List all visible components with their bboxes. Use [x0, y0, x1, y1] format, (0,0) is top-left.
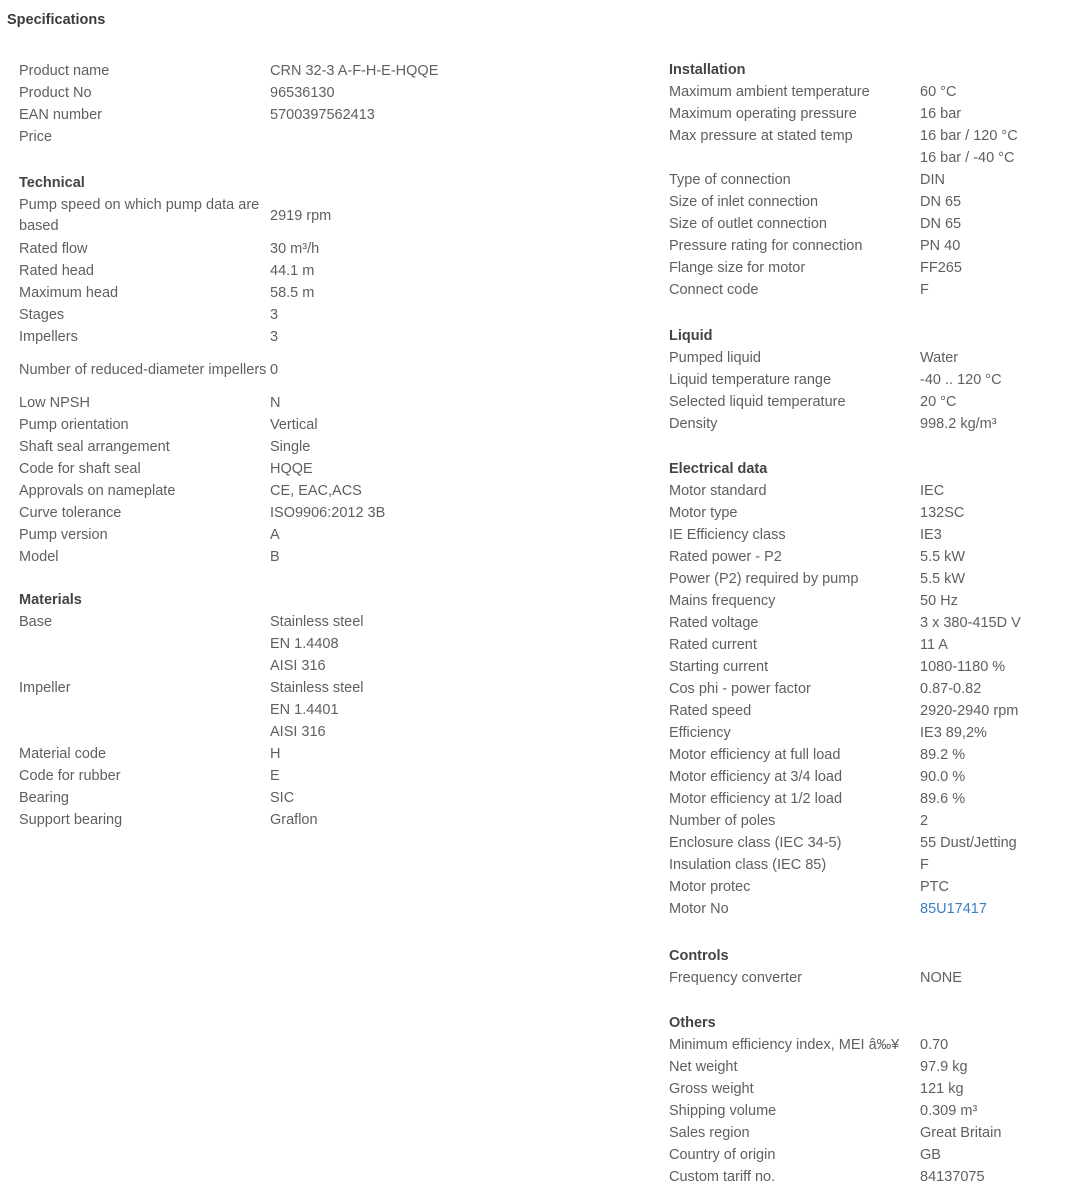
- spec-values: [270, 238, 319, 260]
- spec-label: Frequency converter: [669, 970, 802, 986]
- spec-values: [920, 213, 961, 235]
- spec-values: [920, 169, 945, 191]
- spec-label: Cos phi - power factor: [669, 681, 811, 697]
- spec-values: [270, 304, 278, 326]
- spec-row-maximum-head: [19, 282, 439, 304]
- spec-row-ean-number: [19, 104, 439, 126]
- spec-value: Graflon: [270, 812, 318, 828]
- spec-values: [270, 359, 278, 381]
- spec-row-power-p2-required-by-pump: [669, 568, 1069, 590]
- spec-label: Max pressure at stated temp: [669, 128, 853, 144]
- spec-values: [920, 1122, 1001, 1144]
- spec-label: Minimum efficiency index, MEI â‰¥: [669, 1037, 900, 1053]
- spec-label: Insulation class (IEC 85): [669, 857, 827, 873]
- section-heading: Controls: [669, 948, 729, 964]
- spec-label: Product No: [19, 85, 92, 101]
- spec-values: [920, 546, 965, 568]
- spec-row-rated-head: [19, 260, 439, 282]
- section-heading: Installation: [669, 62, 746, 78]
- spec-value: EN 1.4401: [270, 702, 339, 718]
- spec-row-pump-version: [19, 524, 439, 546]
- spec-row-curve-tolerance: [19, 502, 439, 524]
- spec-values: [920, 854, 929, 876]
- spec-label: Motor standard: [669, 483, 767, 499]
- spec-row-price: [19, 126, 439, 148]
- spec-label: Maximum head: [19, 285, 119, 301]
- section-heading: Materials: [19, 592, 82, 608]
- spec-values: [920, 788, 965, 810]
- spec-label: Product name: [19, 63, 110, 79]
- spec-row-motor-no: [669, 898, 1069, 920]
- spec-values: [920, 279, 929, 301]
- spec-label: Motor efficiency at 1/2 load: [669, 791, 843, 807]
- spec-label: Net weight: [669, 1059, 738, 1075]
- spec-value: EN 1.4408: [270, 636, 339, 652]
- spec-values: [270, 809, 318, 831]
- section-technical: [19, 172, 439, 568]
- spec-label: Rated current: [669, 637, 757, 653]
- spec-label: Density: [669, 416, 718, 432]
- spec-value: 16 bar: [920, 106, 962, 122]
- spec-row-rated-flow: [19, 238, 439, 260]
- spec-values: [920, 744, 965, 766]
- section-others: [669, 1012, 1069, 1188]
- spec-value: Vertical: [270, 417, 318, 433]
- section-heading: Liquid: [669, 328, 713, 344]
- spec-label: Impeller: [19, 680, 71, 696]
- spec-values: [920, 524, 942, 546]
- spec-label: Shipping volume: [669, 1103, 777, 1119]
- spec-row-impellers: [19, 326, 439, 348]
- spec-row-material-code: [19, 743, 439, 765]
- spec-value: 2919 rpm: [270, 208, 332, 224]
- spec-label: Pump orientation: [19, 417, 129, 433]
- spec-values: [270, 414, 318, 436]
- spec-value-link[interactable]: 85U17417: [920, 901, 987, 917]
- spec-values: [920, 612, 1021, 634]
- spec-label: Rated head: [19, 263, 94, 279]
- spec-label: Maximum ambient temperature: [669, 84, 870, 100]
- spec-label: Gross weight: [669, 1081, 754, 1097]
- spec-row-code-for-shaft-seal: [19, 458, 439, 480]
- spec-values: [270, 546, 280, 568]
- spec-row-max-pressure-at-stated-temp: [669, 125, 1069, 169]
- spec-value: 89.2 %: [920, 747, 966, 763]
- page-title: Specifications: [7, 12, 106, 28]
- spec-row-motor-type: [669, 502, 1069, 524]
- spec-row-minimum-efficiency-index-mei: [669, 1034, 1069, 1056]
- spec-values: [920, 502, 964, 524]
- spec-values: [920, 810, 928, 832]
- section-controls: [669, 945, 1069, 989]
- spec-value: 5700397562413: [270, 107, 375, 123]
- spec-value: CRN 32-3 A-F-H-E-HQQE: [270, 63, 439, 79]
- spec-label: Pump version: [19, 527, 108, 543]
- spec-row-type-of-connection: [669, 169, 1069, 191]
- spec-value: 3: [270, 307, 279, 323]
- spec-value: 11 A: [920, 637, 948, 653]
- spec-values: [920, 1144, 941, 1166]
- spec-value: GB: [920, 1147, 941, 1163]
- spec-value: ISO9906:2012 3B: [270, 505, 386, 521]
- spec-values: [270, 502, 385, 524]
- spec-value: 89.6 %: [920, 791, 966, 807]
- spec-label: Selected liquid temperature: [669, 394, 846, 410]
- spec-values: [270, 480, 362, 502]
- spec-values: [270, 104, 375, 126]
- spec-value: IEC: [920, 483, 945, 499]
- spec-label: Size of outlet connection: [669, 216, 827, 232]
- spec-values: [920, 898, 987, 920]
- spec-value: DN 65: [920, 216, 962, 232]
- section-installation: [669, 59, 1069, 301]
- spec-label: Type of connection: [669, 172, 791, 188]
- spec-value: DIN: [920, 172, 945, 188]
- spec-label: Bearing: [19, 790, 69, 806]
- spec-values: [270, 611, 364, 677]
- spec-value: IE3 89,2%: [920, 725, 987, 741]
- spec-value: 1080-1180 %: [920, 659, 1006, 675]
- spec-label: Motor type: [669, 505, 738, 521]
- spec-row-enclosure-class-iec-34-5: [669, 832, 1069, 854]
- spec-value: 97.9 kg: [920, 1059, 968, 1075]
- spec-row-number-of-reduced-diameter-impellers: [19, 348, 439, 392]
- spec-label: Motor protec: [669, 879, 751, 895]
- spec-value: 0.87-0.82: [920, 681, 982, 697]
- spec-values: [270, 326, 278, 348]
- spec-row-maximum-ambient-temperature: [669, 81, 1069, 103]
- spec-row-code-for-rubber: [19, 765, 439, 787]
- spec-label: Rated speed: [669, 703, 752, 719]
- spec-value: 96536130: [270, 85, 335, 101]
- spec-value: 5.5 kW: [920, 571, 966, 587]
- spec-label: Number of poles: [669, 813, 776, 829]
- spec-value: PN 40: [920, 238, 961, 254]
- spec-label: Price: [19, 129, 53, 145]
- spec-values: [270, 60, 438, 82]
- spec-values: [920, 678, 981, 700]
- spec-row-cos-phi-power-factor: [669, 678, 1069, 700]
- spec-row-ie-efficiency-class: [669, 524, 1069, 546]
- spec-value: -40 .. 120 °C: [920, 372, 1002, 388]
- spec-row-approvals-on-nameplate: [19, 480, 439, 502]
- spec-row-sales-region: [669, 1122, 1069, 1144]
- spec-value: 58.5 m: [270, 285, 315, 301]
- spec-values: [270, 260, 314, 282]
- spec-values: [920, 1056, 968, 1078]
- spec-values: [270, 787, 294, 809]
- spec-row-size-of-inlet-connection: [669, 191, 1069, 213]
- spec-values: [920, 125, 1018, 169]
- spec-values: [270, 524, 280, 546]
- spec-row-model: [19, 546, 439, 568]
- spec-values: [920, 191, 961, 213]
- spec-row-efficiency: [669, 722, 1069, 744]
- spec-value: AISI 316: [270, 724, 326, 740]
- spec-label: Number of reduced-diameter impellers: [19, 361, 267, 378]
- spec-values: [920, 1034, 948, 1056]
- spec-label: Custom tariff no.: [669, 1169, 776, 1185]
- spec-row-base: [19, 611, 439, 677]
- spec-value: E: [270, 768, 280, 784]
- spec-label: Code for rubber: [19, 768, 121, 784]
- spec-value: 5.5 kW: [920, 549, 966, 565]
- spec-values: [270, 392, 280, 414]
- spec-label: IE Efficiency class: [669, 527, 786, 543]
- spec-values: [920, 832, 1017, 854]
- spec-label: Pumped liquid: [669, 350, 761, 366]
- spec-label: Stages: [19, 307, 65, 323]
- spec-value: F: [920, 857, 929, 873]
- spec-value: N: [270, 395, 281, 411]
- spec-value: Great Britain: [920, 1125, 1002, 1141]
- spec-values: [920, 766, 965, 788]
- spec-row-connect-code: [669, 279, 1069, 301]
- spec-value: 60 °C: [920, 84, 957, 100]
- spec-values: [270, 436, 310, 458]
- section-general: [19, 60, 439, 148]
- spec-value: 2920-2940 rpm: [920, 703, 1019, 719]
- spec-row-selected-liquid-temperature: [669, 391, 1069, 413]
- spec-row-motor-standard: [669, 480, 1069, 502]
- spec-label: Code for shaft seal: [19, 461, 141, 477]
- spec-values: [920, 81, 956, 103]
- spec-label: Enclosure class (IEC 34-5): [669, 835, 842, 851]
- spec-value: NONE: [920, 970, 962, 986]
- spec-row-bearing: [19, 787, 439, 809]
- spec-row-net-weight: [669, 1056, 1069, 1078]
- spec-row-starting-current: [669, 656, 1069, 678]
- spec-label: Efficiency: [669, 725, 731, 741]
- spec-value: DN 65: [920, 194, 962, 210]
- spec-value: B: [270, 549, 280, 565]
- spec-value: HQQE: [270, 461, 313, 477]
- spec-value: 998.2 kg/m³: [920, 416, 997, 432]
- spec-label: EAN number: [19, 107, 103, 123]
- spec-value: 0.70: [920, 1037, 949, 1053]
- spec-value: 44.1 m: [270, 263, 315, 279]
- section-heading: Others: [669, 1015, 716, 1031]
- spec-value: SIC: [270, 790, 295, 806]
- spec-row-custom-tariff-no: [669, 1166, 1069, 1188]
- spec-value: FF265: [920, 260, 962, 276]
- spec-label: Rated flow: [19, 241, 88, 257]
- spec-label: Country of origin: [669, 1147, 776, 1163]
- spec-values: [920, 369, 1002, 391]
- spec-row-motor-efficiency-at-3-4-load: [669, 766, 1069, 788]
- spec-row-pump-speed-on-which-pump-data-are-based: [19, 194, 439, 238]
- spec-label: Base: [19, 614, 53, 630]
- spec-label: Pressure rating for connection: [669, 238, 863, 254]
- section-heading: Electrical data: [669, 461, 768, 477]
- spec-values: [270, 205, 331, 227]
- spec-row-shaft-seal-arrangement: [19, 436, 439, 458]
- section-electrical-data: [669, 458, 1069, 920]
- spec-value: F: [920, 282, 929, 298]
- spec-values: [920, 722, 987, 744]
- spec-values: [920, 568, 965, 590]
- spec-label: Sales region: [669, 1125, 750, 1141]
- spec-value: CE, EAC,ACS: [270, 483, 362, 499]
- spec-row-rated-current: [669, 634, 1069, 656]
- spec-row-pumped-liquid: [669, 347, 1069, 369]
- spec-row-stages: [19, 304, 439, 326]
- spec-value: 0.309 m³: [920, 1103, 978, 1119]
- spec-label: Maximum operating pressure: [669, 106, 857, 122]
- spec-label: Impellers: [19, 329, 78, 345]
- spec-row-liquid-temperature-range: [669, 369, 1069, 391]
- spec-value: 132SC: [920, 505, 965, 521]
- spec-label: Low NPSH: [19, 395, 90, 411]
- spec-values: [920, 634, 948, 656]
- spec-value: 0: [270, 362, 279, 378]
- spec-value: Stainless steel: [270, 614, 364, 630]
- spec-values: [920, 876, 949, 898]
- spec-value: 3 x 380-415D V: [920, 615, 1021, 631]
- spec-values: [920, 1100, 977, 1122]
- spec-value: Water: [920, 350, 959, 366]
- spec-label: Liquid temperature range: [669, 372, 832, 388]
- section-materials: [19, 589, 439, 831]
- spec-values: [920, 1166, 985, 1188]
- spec-value: IE3: [920, 527, 942, 543]
- spec-label: Model: [19, 549, 59, 565]
- spec-row-country-of-origin: [669, 1144, 1069, 1166]
- spec-values: [920, 480, 944, 502]
- spec-label: Size of inlet connection: [669, 194, 819, 210]
- spec-label: Shaft seal arrangement: [19, 439, 170, 455]
- spec-values: [270, 743, 280, 765]
- spec-row-density: [669, 413, 1069, 435]
- spec-row-product-name: [19, 60, 439, 82]
- spec-label: Connect code: [669, 282, 759, 298]
- spec-value: 2: [920, 813, 929, 829]
- spec-label: Mains frequency: [669, 593, 776, 609]
- spec-row-product-no: [19, 82, 439, 104]
- spec-value: 16 bar / 120 °C: [920, 128, 1018, 144]
- spec-value: 121 kg: [920, 1081, 964, 1097]
- spec-value: 20 °C: [920, 394, 957, 410]
- spec-value: AISI 316: [270, 658, 326, 674]
- spec-value: H: [270, 746, 281, 762]
- spec-row-insulation-class-iec-85: [669, 854, 1069, 876]
- spec-label: Power (P2) required by pump: [669, 571, 859, 587]
- spec-value: 16 bar / -40 °C: [920, 150, 1015, 166]
- spec-row-motor-efficiency-at-full-load: [669, 744, 1069, 766]
- spec-row-support-bearing: [19, 809, 439, 831]
- spec-label: Rated voltage: [669, 615, 759, 631]
- spec-label: Flange size for motor: [669, 260, 806, 276]
- spec-values: [920, 590, 958, 612]
- spec-values: [920, 235, 960, 257]
- spec-label: Starting current: [669, 659, 769, 675]
- spec-row-pump-orientation: [19, 414, 439, 436]
- spec-row-maximum-operating-pressure: [669, 103, 1069, 125]
- spec-row-rated-power-p2: [669, 546, 1069, 568]
- spec-label: Motor efficiency at 3/4 load: [669, 769, 843, 785]
- spec-values: [270, 677, 364, 743]
- spec-row-frequency-converter: [669, 967, 1069, 989]
- spec-row-rated-voltage: [669, 612, 1069, 634]
- spec-row-shipping-volume: [669, 1100, 1069, 1122]
- spec-values: [920, 391, 956, 413]
- spec-value: 84137075: [920, 1169, 985, 1185]
- spec-row-size-of-outlet-connection: [669, 213, 1069, 235]
- spec-label: Approvals on nameplate: [19, 483, 176, 499]
- spec-value: 50 Hz: [920, 593, 958, 609]
- spec-values: [270, 458, 313, 480]
- spec-value: Stainless steel: [270, 680, 364, 696]
- spec-value: A: [270, 527, 280, 543]
- spec-label: Curve tolerance: [19, 505, 122, 521]
- spec-row-gross-weight: [669, 1078, 1069, 1100]
- spec-values: [920, 257, 962, 279]
- spec-label: Support bearing: [19, 812, 123, 828]
- spec-values: [920, 700, 1018, 722]
- spec-row-flange-size-for-motor: [669, 257, 1069, 279]
- spec-value: 3: [270, 329, 279, 345]
- spec-label: Motor No: [669, 901, 729, 917]
- spec-row-low-npsh: [19, 392, 439, 414]
- spec-values: [920, 967, 962, 989]
- spec-values: [920, 656, 1005, 678]
- section-liquid: [669, 325, 1069, 435]
- spec-label: Pump speed on which pump data are based: [19, 197, 260, 234]
- spec-values: [920, 103, 961, 125]
- spec-row-pressure-rating-for-connection: [669, 235, 1069, 257]
- spec-value: 90.0 %: [920, 769, 966, 785]
- spec-label: Material code: [19, 746, 107, 762]
- spec-label: Rated power - P2: [669, 549, 782, 565]
- section-heading: Technical: [19, 175, 85, 191]
- spec-value: PTC: [920, 879, 949, 895]
- spec-row-motor-efficiency-at-1-2-load: [669, 788, 1069, 810]
- spec-label: Motor efficiency at full load: [669, 747, 841, 763]
- spec-values: [270, 282, 314, 304]
- spec-value: 55 Dust/Jetting: [920, 835, 1017, 851]
- spec-values: [920, 1078, 964, 1100]
- spec-row-impeller: [19, 677, 439, 743]
- spec-row-motor-protec: [669, 876, 1069, 898]
- spec-values: [270, 765, 280, 787]
- spec-value: 30 m³/h: [270, 241, 320, 257]
- spec-values: [920, 347, 958, 369]
- spec-values: [920, 413, 997, 435]
- spec-values: [270, 82, 335, 104]
- spec-value: Single: [270, 439, 311, 455]
- spec-row-rated-speed: [669, 700, 1069, 722]
- spec-row-number-of-poles: [669, 810, 1069, 832]
- spec-row-mains-frequency: [669, 590, 1069, 612]
